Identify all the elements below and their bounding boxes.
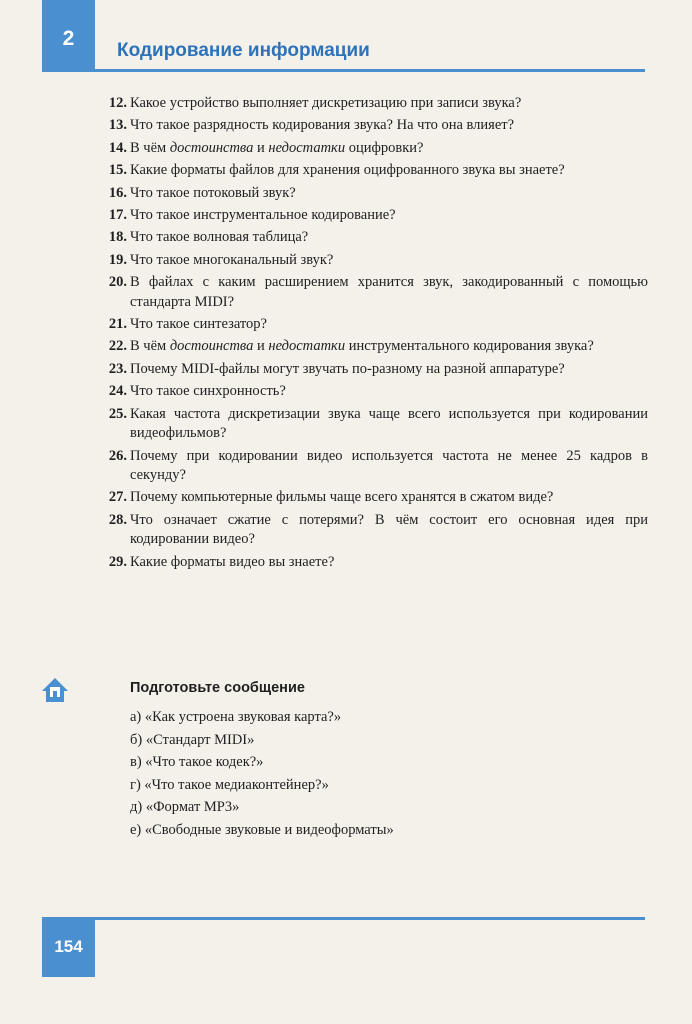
question-number: 20. — [108, 274, 127, 291]
question-item — [103, 315, 648, 334]
page-number: 154 — [42, 917, 95, 977]
question-number: 12. — [108, 95, 127, 111]
question-number: 27. — [108, 489, 127, 506]
question-item — [103, 488, 648, 507]
question-text-part: Какая частота дискретизации звука чаще всего используется при кодировании видеофильмов? — [130, 405, 648, 442]
question-item — [103, 116, 648, 135]
question-text — [130, 511, 648, 550]
question-text-part: оцифровки? — [345, 139, 424, 156]
footer-divider — [95, 917, 645, 920]
question-text — [130, 405, 648, 444]
question-text-part: Что означает сжатие с потерями? В чём состоит его основная идея при кодировании видео? — [130, 511, 648, 548]
question-item — [103, 228, 648, 247]
header-divider — [95, 69, 645, 72]
question-number: 29. — [108, 553, 127, 570]
question-text-part: В файлах с каким расширением хранится звук, закодированный с помощью стандарта MIDI? — [130, 274, 648, 310]
question-item — [103, 405, 648, 444]
question-text — [130, 206, 648, 225]
question-text-part: Что такое разрядность кодирования звука? На что она влияет? — [130, 117, 515, 134]
question-text — [130, 337, 648, 356]
question-number: 23. — [108, 360, 127, 377]
question-text — [130, 94, 648, 113]
question-item — [103, 184, 648, 203]
chapter-title: Кодирование информации — [117, 40, 370, 61]
question-number: 24. — [108, 383, 127, 400]
question-text — [130, 553, 648, 572]
report-topic-item: д) «Формат MP3» — [130, 799, 240, 816]
question-text-part: Что такое волновая таблица? — [130, 229, 309, 246]
question-number: 17. — [108, 207, 127, 224]
question-text-part: инструментального кодирования звука? — [345, 338, 594, 355]
question-emphasis: достоинства — [169, 338, 254, 355]
question-text — [130, 228, 648, 247]
question-text — [130, 139, 648, 158]
report-heading: Подготовьте сообщение — [130, 680, 305, 696]
report-topic-item: а) «Как устроена звуковая карта?» — [130, 709, 342, 725]
question-item — [103, 251, 648, 270]
question-text-part: Что такое синхронность? — [130, 383, 286, 400]
question-text-part: и — [253, 139, 269, 156]
question-item — [103, 382, 648, 401]
question-item — [103, 553, 648, 572]
question-item — [103, 337, 648, 356]
question-item — [103, 447, 648, 486]
question-text-part: Какие форматы видео вы знаете? — [130, 553, 335, 570]
question-number: 19. — [108, 251, 127, 268]
question-text-part: и — [253, 338, 269, 355]
question-text — [130, 273, 648, 312]
question-text-part: Что такое потоковый звук? — [130, 184, 296, 201]
report-topic-item: е) «Свободные звуковые и видеоформаты» — [130, 821, 394, 838]
question-number: 21. — [108, 316, 127, 333]
question-text-part: Что такое инструментальное кодирование? — [130, 207, 396, 224]
report-topic-list — [130, 708, 610, 844]
question-item — [103, 206, 648, 225]
question-text-part: В чём — [130, 139, 170, 156]
question-text — [130, 382, 648, 401]
house-icon — [42, 678, 72, 704]
question-text-part: Что такое синтезатор? — [130, 316, 267, 333]
question-text — [130, 251, 648, 270]
question-number: 28. — [108, 511, 127, 528]
chapter-number-tab: 2 — [42, 0, 95, 72]
question-number: 13. — [108, 117, 127, 134]
question-list — [103, 94, 648, 575]
question-number: 18. — [108, 229, 127, 246]
question-emphasis: недостатки — [268, 139, 346, 156]
question-text — [130, 116, 648, 135]
question-text-part: Какие форматы файлов для хранения оцифрованного звука вы знаете? — [130, 162, 565, 179]
question-text-part: В чём — [130, 338, 170, 355]
report-topic-item: б) «Стандарт MIDI» — [130, 731, 255, 748]
question-text — [130, 488, 648, 507]
question-text — [130, 161, 648, 180]
question-text — [130, 360, 648, 379]
question-number: 14. — [108, 139, 127, 156]
question-text-part: Почему MIDI-файлы могут звучать по-разному на разной аппаратуре? — [130, 360, 565, 377]
question-number: 22. — [108, 338, 127, 355]
report-topic-item: г) «Что такое медиаконтейнер?» — [130, 776, 329, 793]
question-number: 16. — [108, 184, 127, 201]
question-text-part: Какое устройство выполняет дискретизацию при записи звука? — [130, 95, 522, 111]
question-emphasis: достоинства — [169, 139, 254, 156]
question-number: 26. — [108, 447, 127, 464]
question-number: 15. — [108, 162, 127, 179]
question-item — [103, 511, 648, 550]
question-text-part: Что такое многоканальный звук? — [130, 251, 334, 268]
question-item — [103, 273, 648, 312]
question-emphasis: недостатки — [268, 338, 346, 355]
question-text-part: Почему при кодировании видео используется частота не менее 25 кадров в секунду? — [130, 447, 648, 483]
question-text-part: Почему компьютерные фильмы чаще всего хранятся в сжатом виде? — [130, 489, 554, 506]
report-topic-item: в) «Что такое кодек?» — [130, 754, 264, 771]
question-text — [130, 447, 648, 486]
question-item — [103, 139, 648, 158]
question-item — [103, 94, 648, 113]
question-text — [130, 315, 648, 334]
question-text — [130, 184, 648, 203]
question-item — [103, 360, 648, 379]
question-number: 25. — [108, 405, 127, 422]
question-item — [103, 161, 648, 180]
